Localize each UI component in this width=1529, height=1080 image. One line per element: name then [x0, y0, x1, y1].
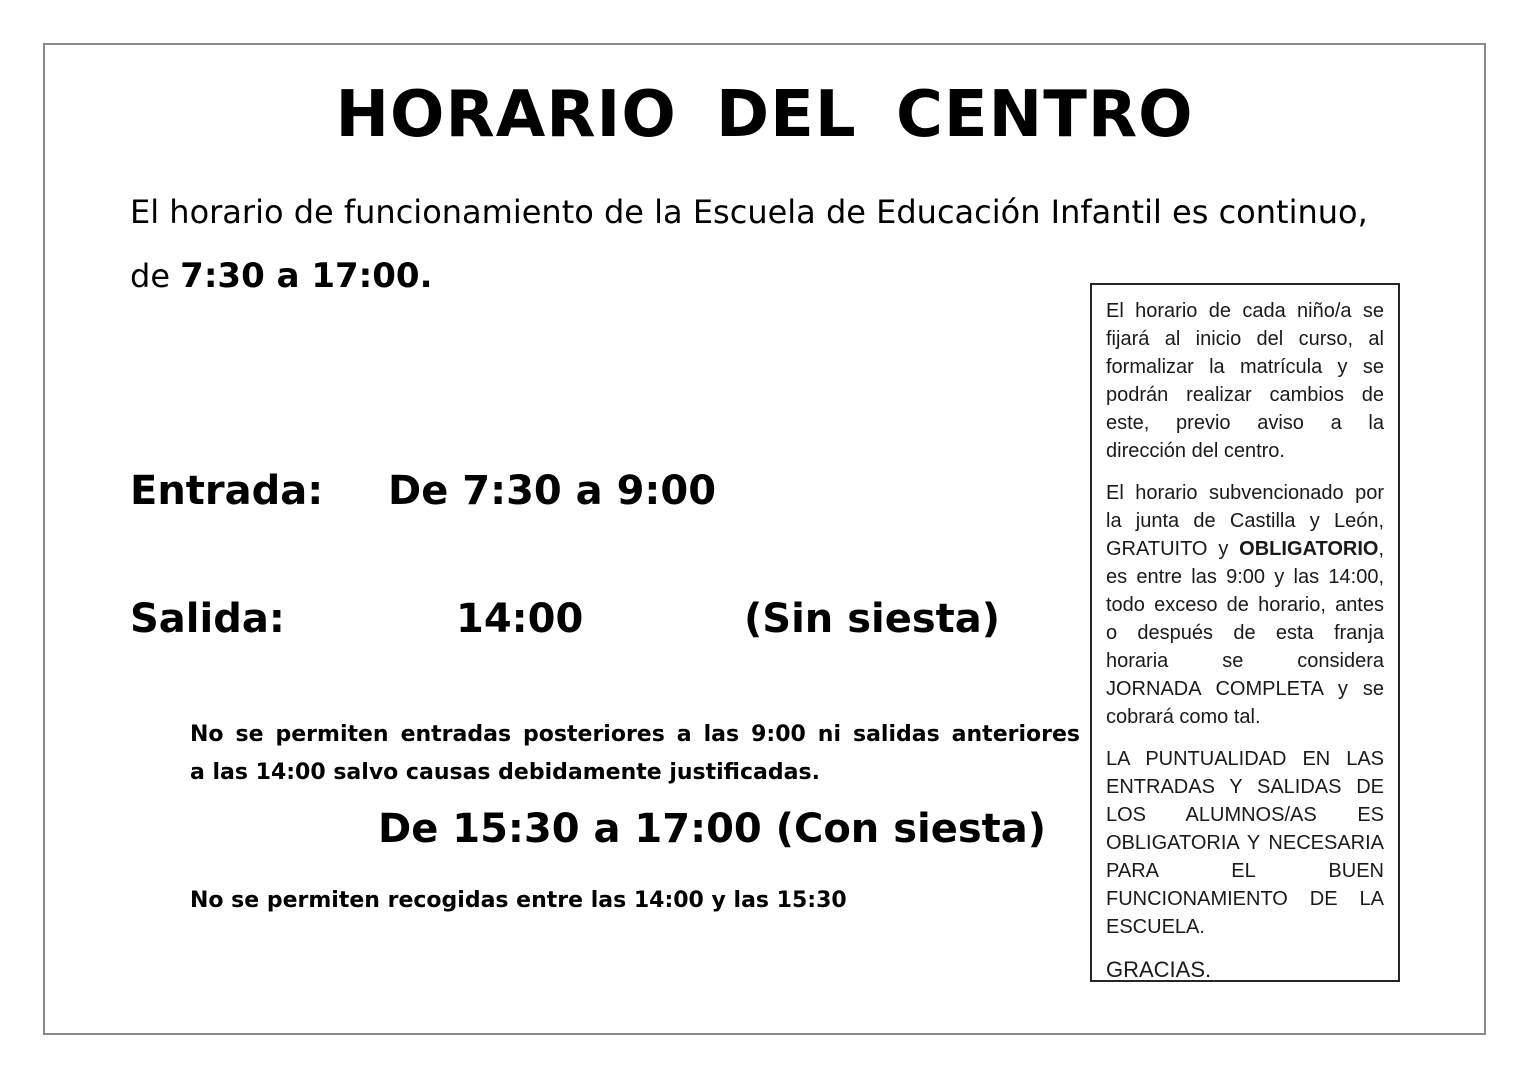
salida-time: 14:00 [456, 596, 584, 642]
entrada-row [130, 468, 716, 514]
info-box [1090, 283, 1400, 982]
no-pickup-rule: No se permiten recogidas entre las 14:00 y las 15:30 [190, 888, 847, 913]
no-entry-rule [190, 716, 1080, 792]
no-entry-rule-line-2: a las 14:00 salvo causas debidamente justificadas. [190, 760, 820, 785]
info-box-paragraph-2-start: El horario subvencionado por la junta de Castilla y León, GRATUITO y [1106, 482, 1384, 560]
info-box-gracias: GRACIAS. [1106, 957, 1212, 982]
info-box-paragraph-2-end: , es entre las 9:00 y las 14:00, todo exceso de horario, antes o después de esta franja horaria se considera JORNADA COMPLETA y se cobrará como tal. [1106, 538, 1384, 728]
entrada-label: Entrada: [130, 468, 324, 514]
intro-hours-bold: 7:30 a 17:00. [180, 256, 433, 296]
intro-line-2-regular: de [130, 257, 181, 295]
no-entry-rule-line-1: No se permiten entradas posteriores a las 9:00 ni salidas anteriores [190, 722, 1080, 747]
info-box-paragraph-1: El horario de cada niño/a se fijará al inicio del curso, al formalizar la matrícula y se podrán realizar cambios de este, previo aviso a la dirección del centro. [1106, 300, 1384, 462]
info-box-obligatorio-bold: OBLIGATORIO [1239, 538, 1379, 560]
page-title: HORARIO DEL CENTRO [335, 78, 1194, 152]
salida-row [130, 596, 1000, 642]
info-box-paragraph-3: LA PUNTUALIDAD EN LAS ENTRADAS Y SALIDAS DE LOS ALUMNOS/AS ES OBLIGATORIA Y NECESARIA PARA EL BUEN FUNCIONAMIENTO DE LA ESCUELA. [1106, 748, 1384, 938]
salida-label: Salida: [130, 596, 285, 642]
salida-note: (Sin siesta) [744, 596, 1001, 642]
entrada-value: De 7:30 a 9:00 [388, 468, 717, 514]
intro-line-1: El horario de funcionamiento de la Escuela de Educación Infantil es continuo, [130, 193, 1368, 231]
siesta-schedule: De 15:30 a 17:00 (Con siesta) [378, 806, 1047, 852]
info-box-paragraph-2 [1106, 479, 1384, 731]
